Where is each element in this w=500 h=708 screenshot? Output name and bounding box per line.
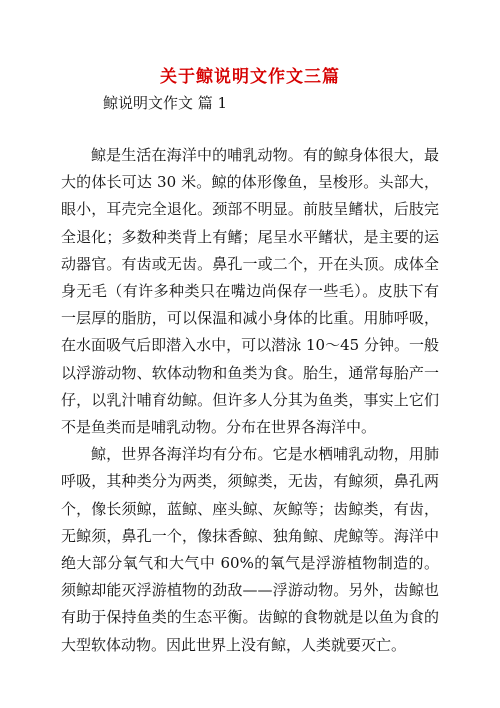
document-title: 关于鲸说明文作文三篇 [160, 67, 340, 87]
body-paragraph: 鲸，世界各海洋均有分布。它是水栖哺乳动物，用肺呼吸，其种类分为两类，须鲸类，无齿，有鲸须，鼻孔两个，像长须鲸，蓝鲸、座头鲸、灰鲸等；齿鲸类，有齿，无鲸须，鼻孔一个，像抹香鲸、独角鲸、虎鲸等。海洋中绝大部分氧气和大气中 60%的氧气是浮游植物制造的。须鲸却能灭浮游植物的劲敌——浮游动物。另外，齿鲸也有助于保持鱼类的生态平衡。齿鲸的食物就是以鱼为食的大型软体动物。因此世界上没有鲸，人类就要灭亡。 [61, 445, 439, 654]
body-paragraph: 鲸是生活在海洋中的哺乳动物。有的鲸身体很大，最大的体长可达 30 米。鲸的体形像鱼，呈梭形。头部大，眼小，耳壳完全退化。颈部不明显。前肢呈鳍状，后肢完全退化；多数种类背上有鳍；尾呈水平鳍状，是主要的运动器官。有齿或无齿。鼻孔一或二个，开在头顶。成体全身无毛（有许多种类只在嘴边尚保存一些毛）。皮肤下有一层厚的脂肪，可以保温和减小身体的比重。用肺呼吸，在水面吸气后即潜入水中，可以潜泳 10～45 分钟。一般以浮游动物、软体动物和鱼类为食。胎生，通常每胎产一仔，以乳汁哺育幼鲸。但许多人分其为鱼类，事实上它们不是鱼类而是哺乳动物。分布在世界各海洋中。 [61, 146, 439, 437]
document-body [61, 142, 439, 659]
section-heading: 鲸说明文作文 篇 1 [103, 94, 228, 112]
